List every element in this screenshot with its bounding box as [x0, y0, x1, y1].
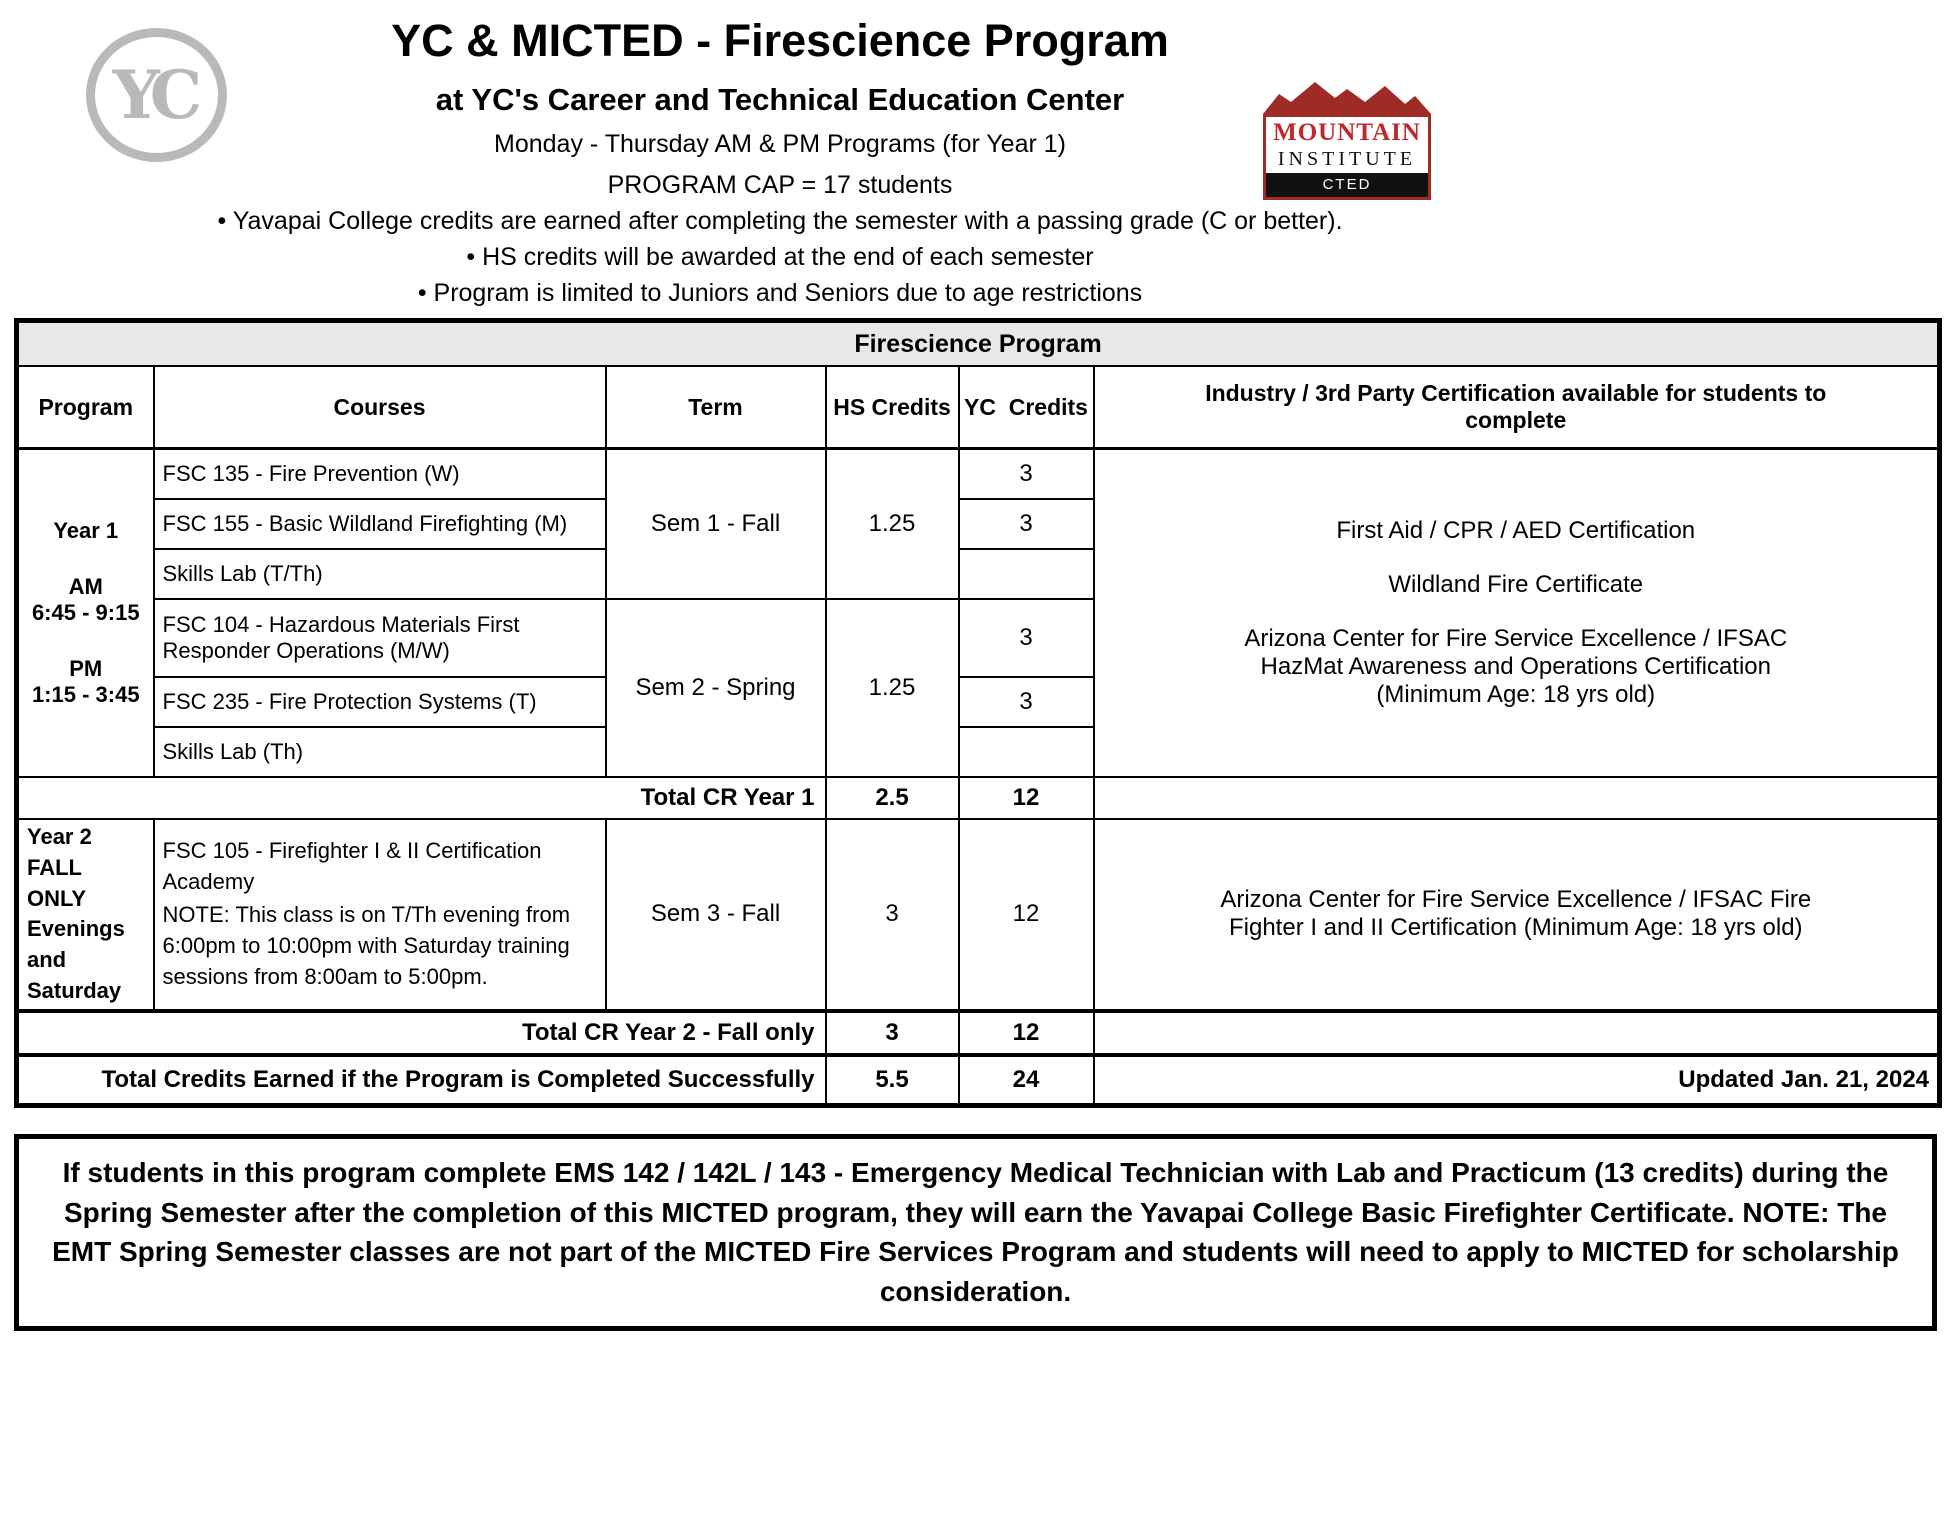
grand-total-row	[17, 1055, 1940, 1106]
year1-am-time: 6:45 - 9:15	[31, 600, 140, 625]
course-name-cell: FSC 135 - Fire Prevention (W)	[154, 449, 606, 500]
yc-credits-cell	[959, 727, 1094, 777]
sem1-hs-credits-cell: 1.25	[826, 449, 959, 600]
year2-and: and	[27, 947, 67, 973]
yc-logo-text: YC	[112, 56, 194, 134]
year2-program-cell	[17, 819, 154, 1011]
col-header-courses: Courses	[154, 366, 606, 449]
total-year1-hs: 2.5	[826, 777, 959, 819]
col-header-certification	[1094, 366, 1940, 449]
total-year2-yc: 12	[959, 1011, 1094, 1055]
page-title: YC & MICTED - Firescience Program	[391, 15, 1169, 66]
year2-course-cell	[154, 819, 606, 1011]
course-name-cell: Skills Lab (Th)	[154, 727, 606, 777]
table-header-row	[17, 366, 1940, 449]
yc-credits-cell: 3	[959, 599, 1094, 677]
yc-credits-cell: 3	[959, 499, 1094, 549]
mountain-icon	[1263, 80, 1431, 114]
yc-logo	[86, 28, 227, 162]
grand-total-label: Total Credits Earned if the Program is Completed Successfully	[17, 1055, 826, 1106]
updated-date: Updated Jan. 21, 2024	[1094, 1055, 1940, 1106]
program-cap-line: PROGRAM CAP = 17 students	[607, 170, 953, 199]
year2-row	[17, 819, 1940, 1011]
cted-bar: CTED	[1266, 173, 1428, 197]
emt-note-text: If students in this program complete EMS 142 / 142L / 143 - Emergency Medical Technician with Lab and Practicum (13 credits) during the Spring Semester after the completion of this MICTED program, they will earn the Yavapai College Basic Firefighter Certificate. NOTE: The EMT Spring Semester classes are not part of the MICTED Fire Services Program and students will need to apply to MICTED for scholarship consideration.	[52, 1156, 1899, 1308]
bullet-age-restriction: • Program is limited to Juniors and Seniors due to age restrictions	[0, 279, 1560, 308]
table-title: Firescience Program	[17, 321, 1940, 367]
mountain-institute-logo	[1263, 80, 1431, 200]
firescience-program-table	[14, 318, 1942, 1108]
total-year2-cert-empty	[1094, 1011, 1940, 1055]
total-year1-label: Total CR Year 1	[17, 777, 826, 819]
course-row	[17, 449, 1940, 500]
total-year1-row	[17, 777, 1940, 819]
course-name-cell: FSC 155 - Basic Wildland Firefighting (M)	[154, 499, 606, 549]
sem2-term-cell: Sem 2 - Spring	[606, 599, 826, 777]
sem2-hs-credits-cell: 1.25	[826, 599, 959, 777]
institute-word: INSTITUTE	[1277, 148, 1417, 170]
year1-certification-list	[1103, 517, 1930, 709]
bullet-hs-credits: • HS credits will be awarded at the end of each semester	[0, 243, 1560, 272]
yc-credits-cell	[959, 549, 1094, 599]
year1-pm-label: PM	[69, 656, 103, 681]
col-header-certification-text: Industry / 3rd Party Certification available for students to complete	[1205, 380, 1827, 433]
col-header-yc-credits: YC Credits	[959, 366, 1094, 449]
grand-total-yc: 24	[959, 1055, 1094, 1106]
course-name-cell: FSC 104 - Hazardous Materials First Responder Operations (M/W)	[154, 599, 606, 677]
page-subtitle: at YC's Career and Technical Education Center	[435, 81, 1125, 117]
table-title-row	[17, 321, 1940, 367]
mountain-word: MOUNTAIN	[1273, 119, 1421, 146]
year2-saturday: Saturday	[27, 977, 122, 1003]
col-header-term: Term	[606, 366, 826, 449]
cert-hazmat: Arizona Center for Fire Service Excellence / IFSAC HazMat Awareness and Operations Certification (Minimum Age: 18 yrs old)	[1244, 625, 1788, 708]
cert-first-aid: First Aid / CPR / AED Certification	[1336, 517, 1696, 544]
year2-certification-cell	[1094, 819, 1940, 1011]
total-year2-label: Total CR Year 2 - Fall only	[17, 1011, 826, 1055]
year1-certification-cell	[1094, 449, 1940, 778]
mountain-institute-box	[1263, 114, 1431, 200]
schedule-line: Monday - Thursday AM & PM Programs (for Year 1)	[494, 129, 1066, 158]
year2-course-title: FSC 105 - Firefighter I & II Certification Academy	[162, 838, 542, 895]
header	[0, 0, 1951, 312]
sem3-term-cell: Sem 3 - Fall	[606, 819, 826, 1011]
cert-wildland: Wildland Fire Certificate	[1388, 571, 1644, 598]
yc-credits-cell: 3	[959, 677, 1094, 727]
grand-total-hs: 5.5	[826, 1055, 959, 1106]
year2-fall-only: FALL ONLY	[27, 854, 87, 911]
year1-pm-time: 1:15 - 3:45	[31, 682, 140, 707]
year2-course-note: NOTE: This class is on T/Th evening from 6:00pm to 10:00pm with Saturday training sessions from 8:00am to 5:00pm.	[162, 901, 571, 989]
total-year1-yc: 12	[959, 777, 1094, 819]
year1-label: Year 1	[53, 518, 119, 543]
year2-yc-credits-cell: 12	[959, 819, 1094, 1011]
cert-firefighter: Arizona Center for Fire Service Excellence / IFSAC Fire Fighter I and II Certification (Minimum Age: 18 yrs old)	[1220, 886, 1812, 942]
total-year1-cert-empty	[1094, 777, 1940, 819]
year2-evenings: Evenings	[27, 916, 125, 942]
course-name-cell: FSC 235 - Fire Protection Systems (T)	[154, 677, 606, 727]
course-name-cell: Skills Lab (T/Th)	[154, 549, 606, 599]
bullet-yc-credits: • Yavapai College credits are earned after completing the semester with a passing grade (C or better).	[0, 207, 1560, 236]
year2-label: Year 2	[27, 824, 92, 849]
total-year2-hs: 3	[826, 1011, 959, 1055]
col-header-hs-credits: HS Credits	[826, 366, 959, 449]
sem1-term-cell: Sem 1 - Fall	[606, 449, 826, 600]
year2-hs-credits-cell: 3	[826, 819, 959, 1011]
total-year2-row	[17, 1011, 1940, 1055]
year1-am-label: AM	[68, 574, 103, 599]
year1-program-cell	[17, 449, 154, 778]
yc-credits-cell: 3	[959, 449, 1094, 500]
emt-note-box	[14, 1134, 1937, 1331]
col-header-program: Program	[17, 366, 154, 449]
